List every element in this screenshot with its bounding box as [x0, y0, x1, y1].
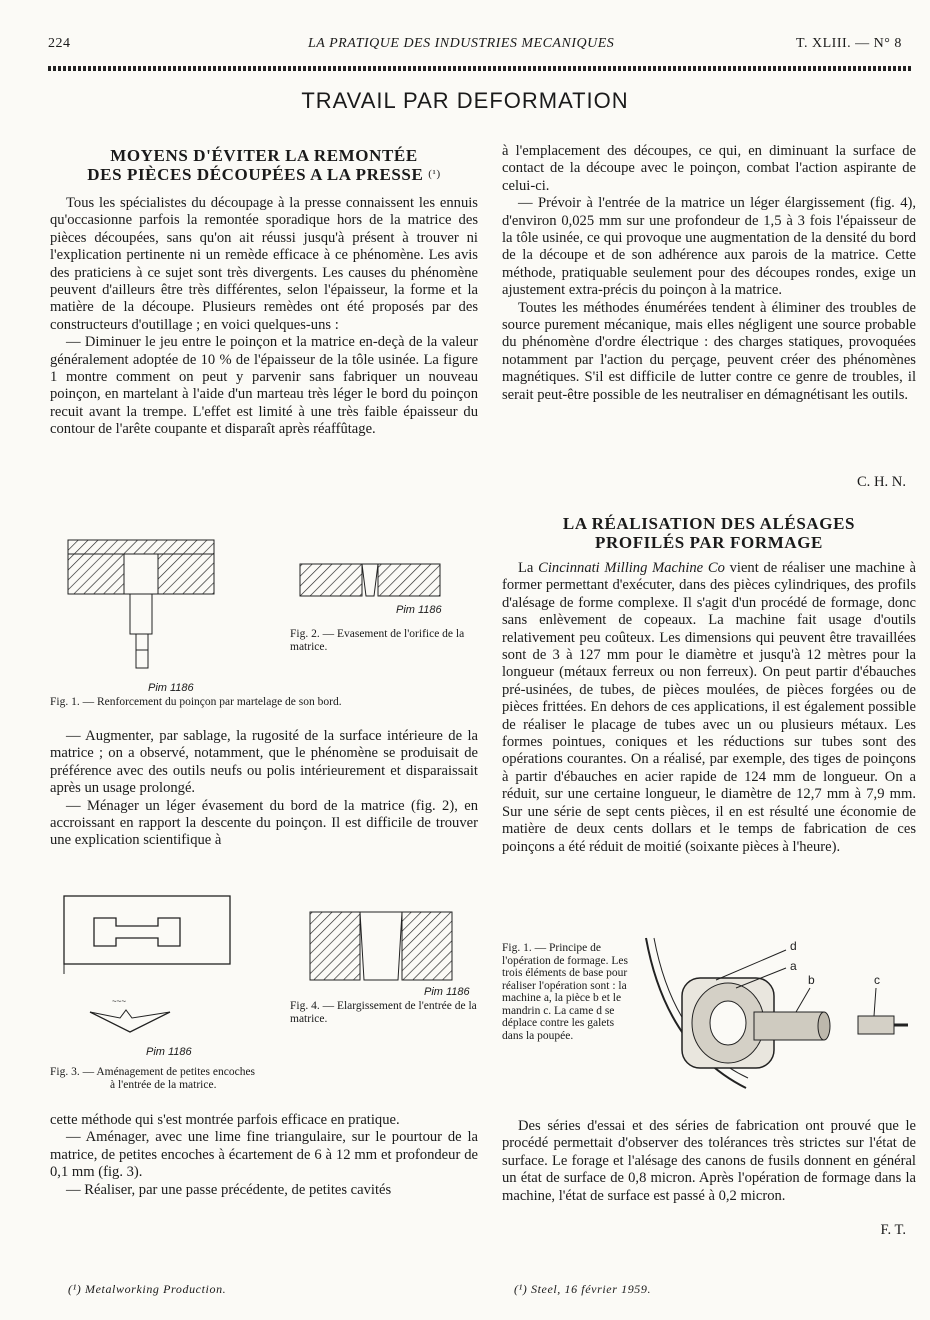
article1-text-right: [502, 143, 916, 404]
paragraph: cette méthode qui s'est montrée parfois efficace en pratique.: [50, 1112, 400, 1128]
fig3-caption-line1: Fig. 3. — Aménagement de petites encoches: [50, 1066, 256, 1078]
label-d: d: [790, 939, 797, 953]
article2-signature: F. T.: [880, 1222, 906, 1238]
paragraph: — Réaliser, par une passe précédente, de petites cavités: [66, 1181, 392, 1198]
paragraph: Des séries d'essai et des séries de fabrication ont prouvé que le procédé permettait d'observer des tolérances très strictes sur l'état de surface. Le forage et l'alésage des canons de fusils donnent en général un état de surface de 0,8 micron. Après l'opération de formage dans la machine, l'état de surface est passé à 0,2 micron.: [502, 1118, 916, 1204]
paragraph: Toutes les méthodes énumérées tendent à éliminer des troubles de source purement mécanique, mais elles négligent une source probable du phénomène d'ordre électrique : des charges statiques, provoquées notamment par l'action du perçage, peuvent créer des phénomènes magnétiques. S'il est difficile de lutter contre ce genre de troubles, il serait peut-être possible de les neutraliser en démagnétisant les outils.: [502, 299, 916, 403]
header-rule: [48, 66, 912, 71]
page-number: 224: [48, 36, 71, 51]
paragraph: — Ménager un léger évasement du bord de la matrice (fig. 2), en accroissant en rapport la descente du poinçon. Il est difficile de trouver une explication scientifique à: [50, 797, 478, 849]
fig2-pim: Pim 1186: [396, 604, 442, 616]
label-b: b: [808, 973, 815, 987]
article2-fig-caption: Fig. 1. — Principe de l'opération de formage. Les trois éléments de base pour réaliser l'opération sont : la machine a, la pièce b et le mandrin c. La came d se déplace contre les galets dans la poupée.: [502, 942, 628, 1042]
svg-text:~~~: ~~~: [112, 997, 127, 1006]
article1-title-line1: MOYENS D'ÉVITER LA REMONTÉE: [110, 146, 418, 165]
article1-title-note: (¹): [428, 168, 441, 180]
fig2-die-diagram: [296, 560, 444, 600]
paragraph: — Diminuer le jeu entre le poinçon et la matrice en-deçà de la valeur généralement adoptée de 10 % de l'épaisseur de la tôle usinée. La figure 1 montre comment on peut y parvenir sans fabriquer un nouveau poinçon, en martelant à l'aide d'un marteau très léger le bord du poinçon recuit avant la trempe. L'effet est limité à une très faible épaisseur du contour de l'arête coupante et disparaît après réaffûtage.: [50, 334, 478, 438]
article1-footnote: (¹) Metalworking Production.: [68, 1282, 227, 1296]
fig4-die-diagram: [306, 908, 456, 984]
article1-signature: C. H. N.: [856, 474, 906, 490]
article1-text-top: [50, 195, 478, 439]
article2-footnote: (¹) Steel, 16 février 1959.: [514, 1282, 652, 1296]
paragraph: à l'emplacement des découpes, ce qui, en diminuant la surface de contact de la découpe avec le poinçon, combat l'action aspirante de celui-ci.: [502, 143, 916, 194]
article2-title: [502, 514, 916, 552]
volume-issue: T. XLIII. — N° 8: [796, 36, 902, 51]
journal-title: LA PRATIQUE DES INDUSTRIES MECANIQUES: [308, 36, 615, 51]
article2-title-line2: PROFILÉS PAR FORMAGE: [595, 533, 823, 552]
fig1-caption: Fig. 1. — Renforcement du poinçon par martelage de son bord.: [50, 696, 342, 708]
fig2-caption: Fig. 2. — Evasement de l'orifice de la matrice.: [290, 628, 465, 653]
label-a: a: [790, 959, 797, 973]
fig4-caption: Fig. 4. — Elargissement de l'entrée de la matrice.: [290, 1000, 477, 1025]
paragraph: Tous les spécialistes du découpage à la presse connaissent les ennuis qu'occasionne parfois la remontée sporadique hors de la matrice des pièces découpées, sans qu'on ait réussi jusqu'à présent à trouver ni l'explication pertinente ni un remède efficace à ce phénomène. Les avis des praticiens à ce sujet sont très divergents. Les causes du phénomène peuvent d'ailleurs être très différentes, selon l'épaisseur, la forme et la matière de la découpe. Plusieurs remèdes ont été proposés par des constructeurs d'outillage ; en voici quelques-uns :: [50, 195, 478, 333]
paragraph: — Prévoir à l'entrée de la matrice un léger élargissement (fig. 4), d'environ 0,025 mm sur une profondeur de 1,5 à 3 fois l'épaisseur de la tôle usinée, ce qui provoque une augmentation de la densité du bord de la découpe et de son adhérence aux parois de la matrice. Cette méthode, pratiquable seulement pour des découpes rondes, exige un ajustement extra-précis du poinçon à la matrice.: [502, 195, 916, 299]
section-rubric: TRAVAIL PAR DEFORMATION: [301, 88, 629, 113]
forming-machine-diagram: [636, 928, 916, 1098]
company-name: Cincinnati Milling Machine Co: [538, 560, 725, 576]
intro-prefix: La: [518, 560, 534, 576]
article1-text-mid: [50, 728, 478, 850]
fig3-caption: [50, 1066, 390, 1091]
label-c: c: [874, 973, 880, 987]
fig1-pim: Pim 1186: [148, 682, 194, 694]
article2-title-line1: LA RÉALISATION DES ALÉSAGES: [562, 514, 856, 533]
article1-title: [48, 146, 480, 184]
article2-text-1: [502, 560, 916, 856]
paragraph-rest: vient de réaliser une machine à former permettant d'exécuter, dans des pièces cylindriques, des profils d'alésage de forme complexe. Il s'agit d'un procédé de formage, donc sans enlèvement de copeaux. La machine fait usage d'outils relativement peu coûteux. Les dimensions qui peuvent être travaillées sont de 3 à 127 mm pour le diamètre et jusqu'à 12 mètres pour la longueur (métaux ferreux ou non ferreux). On peut partir d'ébauches pré-usinées, de tubes, de pièces moulées, de pièces forgées ou de pièces frittées. En dehors de ces applications, il est également possible de réaliser le placage de tubes avec un ou plusieurs métaux. Les formes pointues, coniques et les réductions sur tubes sont des opérations courantes. On a réalisé, par exemple, des tiges de poinçons à partir d'ébauches en acier rapide de 124 mm de longueur. On a réduit, sur une certaine longueur, le diamètre de 12,7 mm à 7,9 mm. Sur une série de sept cents pièces, il en est résulté une économie de matière de deux cents dollars et le temps de fabrication de ces poinçons a été réduit de moitié (soixante pièces à l'heure).: [502, 560, 916, 855]
fig3-caption-line2: à l'entrée de la matrice.: [110, 1078, 217, 1091]
article1-text-bottom: [50, 1112, 478, 1199]
fig4-pim: Pim 1186: [424, 986, 470, 998]
fig3-pim: Pim 1186: [146, 1046, 192, 1058]
fig3-notch-diagram: [60, 892, 240, 1052]
fig1-punch-diagram: [60, 538, 220, 678]
article2-text-2: [502, 1118, 916, 1205]
paragraph: — Augmenter, par sablage, la rugosité de la surface intérieure de la matrice ; on a observé, notamment, que le phénomène se produisait de préférence avec des outils neufs ou polis intérieurement et disparaissait après un usage prolongé.: [50, 728, 478, 797]
paragraph: — Aménager, avec une lime fine triangulaire, sur le pourtour de la matrice, de petites encoches à écartement de 6 à 12 mm et profondeur de 0,1 mm (fig. 3).: [50, 1129, 478, 1181]
article1-title-line2: DES PIÈCES DÉCOUPÉES A LA PRESSE: [87, 165, 424, 184]
